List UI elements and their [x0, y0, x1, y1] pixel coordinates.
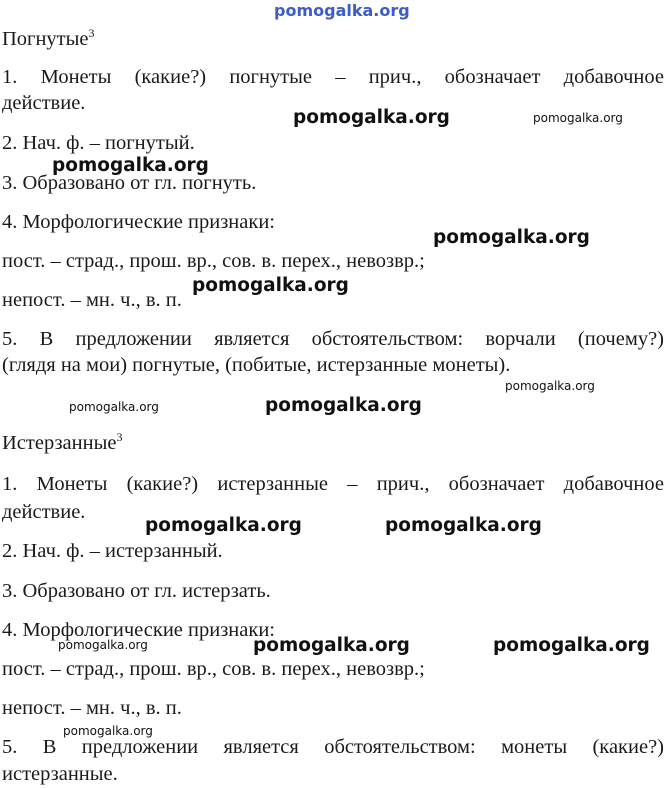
section-2-line-6: пост. – страд., прош. вр., сов. в. перех., невозвр.; [2, 658, 425, 680]
watermark: pomogalka.org [493, 635, 650, 656]
section-2-line-7: непост. – мн. ч., в. п. [2, 697, 182, 719]
section-1-line-8: 5. В предложении является обстоятельством: ворчали (почему?) [2, 328, 664, 350]
section-1-title: Погнутые$^3$ [2, 26, 95, 50]
section-1-line-1: 1. Монеты (какие?) погнутые – прич., обозначает добавочное [2, 66, 664, 88]
watermark: pomogalka.org [433, 227, 590, 248]
section-2-line-5: 4. Морфологические признаки: [2, 619, 275, 641]
section-2-line-9: истерзанные. [2, 763, 118, 785]
section-1-line-2: действие. [2, 92, 86, 114]
section-1-line-7: непост. – мн. ч., в. п. [2, 289, 182, 311]
watermark: pomogalka.org [145, 515, 302, 536]
section-1-line-4: 3. Образовано от гл. погнуть. [2, 172, 257, 194]
watermark: pomogalka.org [533, 111, 623, 125]
section-2-line-8: 5. В предложении является обстоятельством: монеты (какие?) [2, 736, 664, 758]
section-1-line-6: пост. – страд., прош. вр., сов. в. перех., невозвр.; [2, 250, 425, 272]
watermark: pomogalka.org [63, 724, 153, 738]
watermark: pomogalka.org [192, 275, 349, 296]
watermark: pomogalka.org [293, 107, 450, 128]
watermark: pomogalka.org [253, 635, 410, 656]
watermark: pomogalka.org [52, 155, 209, 176]
watermark: pomogalka.org [58, 638, 148, 652]
watermark: pomogalka.org [69, 400, 159, 414]
section-1-line-3: 2. Нач. ф. – погнутый. [2, 132, 195, 154]
section-2-line-4: 3. Образовано от гл. истерзать. [2, 580, 271, 602]
section-2-title: Истерзанные$^3$ [2, 430, 123, 454]
section-2-line-3: 2. Нач. ф. – истерзанный. [2, 540, 223, 562]
section-2-line-1: 1. Монеты (какие?) истерзанные – прич., обозначает добавочное [2, 473, 664, 495]
section-1-line-9: (глядя на мои) погнутые, (побитые, истерзанные монеты). [2, 354, 511, 376]
header-watermark: pomogalka.org [274, 1, 410, 20]
watermark: pomogalka.org [265, 395, 422, 416]
watermark: pomogalka.org [385, 515, 542, 536]
watermark: pomogalka.org [505, 379, 595, 393]
section-1-line-5: 4. Морфологические признаки: [2, 211, 275, 233]
section-2-line-2: действие. [2, 501, 86, 523]
